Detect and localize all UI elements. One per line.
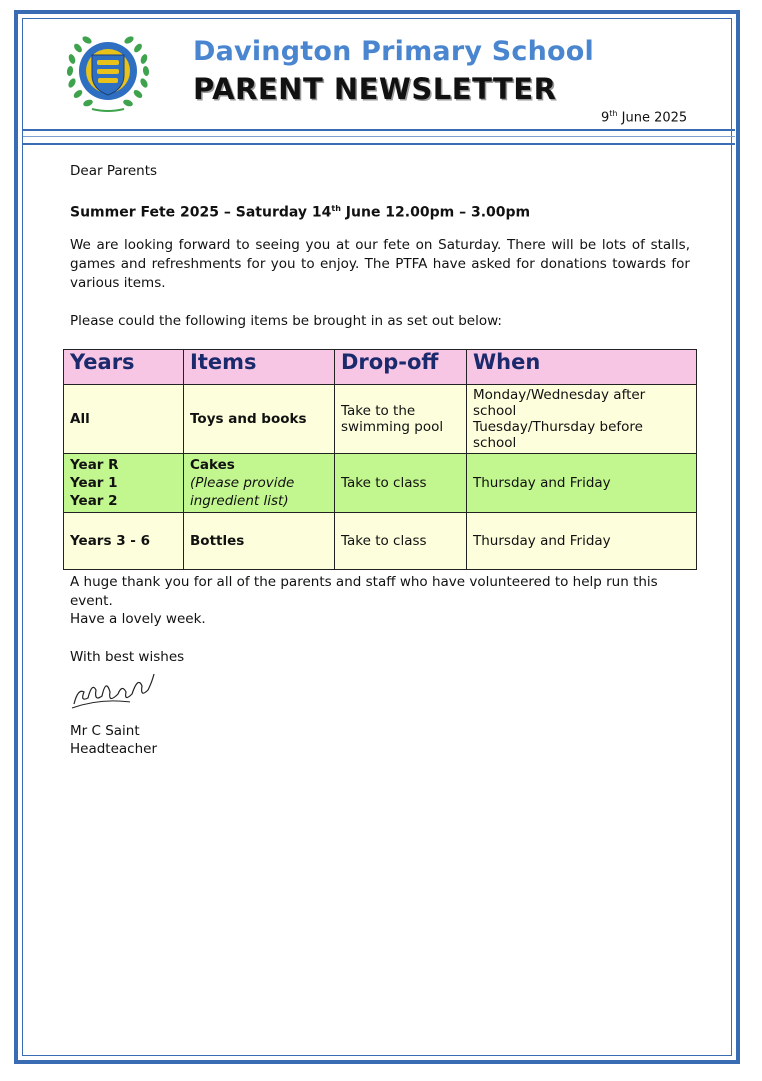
year-line: Year 1	[70, 475, 118, 491]
cell-when: Thursday and Friday	[467, 454, 697, 513]
header-divider	[23, 129, 735, 131]
request-paragraph: Please could the following items be brought in as set out below:	[70, 313, 502, 329]
item-name: Cakes	[190, 457, 235, 473]
dropoff-line: swimming pool	[341, 419, 444, 435]
table-row	[64, 513, 697, 570]
newsletter-date	[601, 109, 687, 125]
cell-years: All	[64, 385, 184, 454]
fete-heading-text: Summer Fete 2025 – Saturday 14	[70, 204, 332, 221]
signature	[70, 668, 156, 710]
intro-paragraph: We are looking forward to seeing you at our fete on Saturday. There will be lots of stalls, games and refreshments for you to enjoy. The PTFA have asked for donations towards for various items.	[70, 237, 690, 291]
week-message: Have a lovely week.	[70, 611, 206, 627]
table-row	[64, 454, 697, 513]
when-line: Monday/Wednesday after school	[473, 387, 646, 419]
cell-dropoff: Take to class	[335, 513, 467, 570]
item-note: ingredient list)	[190, 493, 289, 509]
date-month-year: June 2025	[617, 110, 688, 126]
table-row	[64, 385, 697, 454]
fete-heading-time: June 12.00pm – 3.00pm	[340, 204, 531, 221]
column-header-years: Years	[64, 350, 184, 385]
thanks-paragraph: A huge thank you for all of the parents and staff who have volunteered to help run this event.	[70, 574, 658, 609]
column-header-when: When	[467, 350, 697, 385]
cell-item: Toys and books	[184, 385, 335, 454]
closing: With best wishes	[70, 649, 185, 665]
donations-table	[63, 349, 697, 570]
cell-dropoff: Take to class	[335, 454, 467, 513]
cell-when	[467, 385, 697, 454]
cell-dropoff	[335, 385, 467, 454]
date-suffix: th	[609, 109, 618, 118]
year-line: Year R	[70, 457, 119, 473]
fete-heading	[70, 199, 690, 223]
item-note: (Please provide	[190, 475, 295, 491]
signatory-name: Mr C Saint	[70, 723, 140, 739]
school-name: Davington Primary School	[193, 36, 594, 67]
column-header-dropoff: Drop-off	[335, 350, 467, 385]
table-header-row	[64, 350, 697, 385]
when-line: Tuesday/Thursday before school	[473, 419, 643, 451]
salutation: Dear Parents	[70, 163, 158, 179]
header-divider	[23, 143, 735, 145]
dropoff-line: Take to the	[341, 403, 416, 419]
school-crest-icon	[62, 27, 154, 115]
header-divider	[23, 136, 735, 137]
cell-years: Years 3 - 6	[64, 513, 184, 570]
cell-item: Bottles	[184, 513, 335, 570]
cell-item	[184, 454, 335, 513]
column-header-items: Items	[184, 350, 335, 385]
fete-heading-suffix: th	[331, 204, 341, 213]
cell-years	[64, 454, 184, 513]
year-line: Year 2	[70, 493, 118, 509]
date-day: 9	[601, 110, 610, 126]
cell-when: Thursday and Friday	[467, 513, 697, 570]
newsletter-title: PARENT NEWSLETTER	[193, 72, 557, 106]
signatory-role: Headteacher	[70, 741, 158, 757]
